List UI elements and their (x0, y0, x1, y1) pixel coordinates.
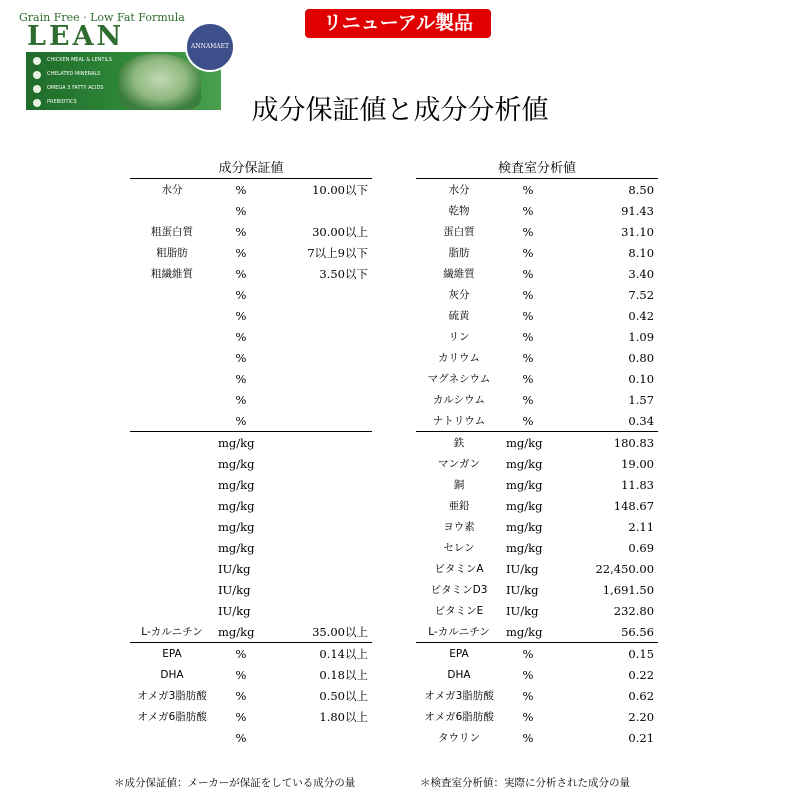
table-row (130, 263, 372, 284)
nutrient-value: 0.50以上 (319, 688, 368, 703)
nutrient-name (130, 410, 214, 432)
nutrient-unit: mg/kg (218, 477, 255, 492)
nutrient-name: EPA (130, 643, 214, 665)
nutrient-name: ビタミンE (434, 605, 484, 617)
nutrient-unit: % (522, 182, 534, 197)
nutrient-unit: % (235, 308, 247, 323)
nutrient-unit: % (522, 413, 534, 428)
nutrient-name (130, 558, 214, 579)
nutrient-value (268, 410, 372, 432)
nutrient-name (130, 326, 214, 347)
table-row (416, 558, 658, 579)
nutrient-unit: IU/kg (218, 582, 251, 597)
nutrient-unit: % (522, 371, 534, 386)
nutrient-name: 脂肪 (448, 247, 470, 259)
nutrient-name (130, 389, 214, 410)
table-row (416, 389, 658, 410)
table-row (130, 579, 372, 600)
nutrient-name: 粗脂肪 (156, 247, 188, 259)
nutrient-value: 2.11 (628, 519, 655, 534)
nutrient-name (130, 432, 214, 454)
nutrient-name (130, 579, 214, 600)
nutrient-unit: % (235, 182, 247, 197)
table-row (130, 537, 372, 558)
nutrient-unit: % (235, 688, 247, 703)
table-row (416, 685, 658, 706)
mineral-icon (33, 71, 41, 79)
nutrient-unit: % (235, 371, 247, 386)
nutrient-value (268, 495, 372, 516)
table-row (130, 516, 372, 537)
nutrient-name (130, 284, 214, 305)
nutrient-unit: % (522, 329, 534, 344)
nutrient-unit: IU/kg (218, 561, 251, 576)
table-row (130, 474, 372, 495)
table-row (416, 305, 658, 326)
nutrient-unit: mg/kg (218, 456, 255, 471)
table-row (130, 305, 372, 326)
nutrient-name: L-カルニチン (428, 626, 490, 638)
nutrient-unit: % (214, 643, 268, 665)
table-row (130, 621, 372, 643)
guaranteed-values-table (130, 154, 372, 748)
nutrient-value: 0.62 (628, 688, 655, 703)
table-row (130, 600, 372, 621)
nutrient-name: マグネシウム (427, 373, 491, 385)
nutrient-unit: % (522, 203, 534, 218)
feature-label: PREBIOTICS (47, 99, 77, 105)
nutrient-unit: mg/kg (506, 498, 543, 513)
nutrient-unit: % (235, 667, 247, 682)
nutrient-value (268, 516, 372, 537)
nutrient-value: 10.00以下 (312, 182, 368, 197)
nutrient-name: オメガ6脂肪酸 (424, 711, 494, 723)
nutrient-value: 30.00以上 (312, 224, 368, 239)
table-row (130, 326, 372, 347)
table-row (130, 368, 372, 389)
nutrient-unit: % (235, 350, 247, 365)
nutrient-name: セレン (443, 542, 475, 554)
feature-label: CHICKEN MEAL & LENTILS (47, 57, 112, 63)
nutrient-unit: mg/kg (506, 477, 543, 492)
nutrient-unit: mg/kg (506, 519, 543, 534)
nutrient-unit: IU/kg (506, 561, 539, 576)
table-row (130, 389, 372, 410)
nutrient-value (268, 453, 372, 474)
nutrient-unit: % (502, 643, 554, 665)
feature-label: CHELATED MINERALS (47, 71, 101, 77)
table-row (416, 727, 658, 748)
table-row (416, 242, 658, 263)
table-row (416, 263, 658, 284)
nutrient-value (268, 305, 372, 326)
nutrient-unit: % (235, 392, 247, 407)
nutrient-value: 0.14以上 (268, 643, 372, 665)
nutrient-name: マンガン (438, 458, 480, 470)
nutrient-name: 灰分 (448, 289, 470, 301)
nutrient-unit: mg/kg (218, 540, 255, 555)
nutrient-name (130, 453, 214, 474)
nutrient-name: 亜鉛 (448, 500, 470, 512)
nutrient-value: 7以上9以下 (307, 245, 368, 260)
nutrient-name: ビタミンA (434, 563, 484, 575)
table-row (416, 432, 658, 454)
nutrient-name (130, 600, 214, 621)
nutrient-unit: mg/kg (502, 432, 554, 454)
nutrient-value (268, 579, 372, 600)
table-row (416, 579, 658, 600)
nutrient-value: 0.10 (628, 371, 655, 386)
nutrient-name: カルシウム (432, 394, 486, 406)
table-row (416, 664, 658, 685)
nutrient-name (130, 516, 214, 537)
nutrient-value: 0.15 (554, 643, 658, 665)
table-row (416, 706, 658, 727)
nutrient-unit: % (235, 413, 247, 428)
nutrient-value (268, 326, 372, 347)
table-row (130, 453, 372, 474)
table-row (416, 284, 658, 305)
guaranteed-footnote: ＊成分保証値：メーカーが保証をしている成分の量 (114, 777, 356, 789)
nutrient-value: 22,450.00 (595, 561, 655, 576)
nutrient-name: L-カルニチン (141, 626, 203, 638)
table-row (416, 453, 658, 474)
nutrient-name: 繊維質 (443, 268, 475, 280)
analysis-values-table (416, 154, 658, 748)
nutrient-name: 硫黄 (448, 310, 470, 322)
table-row (130, 685, 372, 706)
nutrient-unit: % (522, 730, 534, 745)
nutrient-unit: % (235, 224, 247, 239)
nutrient-unit: mg/kg (218, 624, 255, 639)
nutrient-name: 水分 (448, 184, 470, 196)
nutrient-unit: % (522, 688, 534, 703)
nutrient-name: ナトリウム (432, 415, 486, 427)
nutrient-name: オメガ3脂肪酸 (424, 690, 494, 702)
nutrient-name: 粗蛋白質 (151, 226, 193, 238)
feature-label: OMEGA 3 FATTY ACIDS (47, 85, 104, 91)
nutrient-name (130, 727, 214, 748)
nutrient-value: 8.50 (628, 182, 655, 197)
nutrient-value: 2.20 (628, 709, 655, 724)
nutrient-name: 鉄 (416, 432, 502, 454)
nutrient-name (130, 474, 214, 495)
table-row (130, 432, 372, 454)
nutrient-unit: % (522, 667, 534, 682)
nutrient-name: ビタミンD3 (430, 584, 488, 596)
nutrient-name: 蛋白質 (443, 226, 475, 238)
nutrient-value: 148.67 (613, 498, 655, 513)
table-row (416, 537, 658, 558)
nutrient-value (268, 389, 372, 410)
table-row (416, 179, 658, 201)
nutrient-unit: mg/kg (218, 519, 255, 534)
nutrient-value: 1.57 (628, 392, 655, 407)
nutrient-unit: % (235, 287, 247, 302)
nutrient-name: EPA (416, 643, 502, 665)
nutrient-value: 232.80 (613, 603, 655, 618)
nutrient-unit: % (235, 245, 247, 260)
nutrient-value: 8.10 (628, 245, 655, 260)
nutrient-name: 乾物 (448, 205, 470, 217)
nutrient-name: DHA (447, 668, 471, 681)
nutrient-name: タウリン (438, 732, 480, 744)
table-row (416, 221, 658, 242)
nutrient-value (268, 474, 372, 495)
analysis-header: 検査室分析値 (416, 154, 658, 179)
renewal-badge: リニューアル製品 (305, 9, 491, 38)
nutrient-value: 1,691.50 (602, 582, 655, 597)
table-row (130, 558, 372, 579)
nutrient-value: 31.10 (621, 224, 655, 239)
nutrient-value: 1.80以上 (319, 709, 368, 724)
nutrient-value: 0.80 (628, 350, 655, 365)
table-row (416, 347, 658, 368)
nutrient-value (268, 432, 372, 454)
nutrient-value (268, 727, 372, 748)
nutrient-value: 180.83 (554, 432, 658, 454)
table-row (130, 347, 372, 368)
nutrient-unit: % (235, 730, 247, 745)
nutrient-unit: mg/kg (218, 498, 255, 513)
nutrient-name: オメガ6脂肪酸 (137, 711, 207, 723)
table-row (130, 200, 372, 221)
nutrient-value: 0.22 (628, 667, 655, 682)
table-row (130, 706, 372, 727)
nutrient-name: 銅 (453, 479, 465, 491)
table-row (416, 368, 658, 389)
nutrient-value: 19.00 (621, 456, 655, 471)
nutrient-value (268, 558, 372, 579)
nutrient-unit: % (235, 266, 247, 281)
chicken-icon (33, 57, 41, 65)
table-row (130, 410, 372, 432)
table-row (416, 326, 658, 347)
brand-seal: ANNAMAET (185, 22, 235, 72)
nutrient-name: リン (448, 331, 470, 343)
table-row (130, 284, 372, 305)
guaranteed-header: 成分保証値 (130, 154, 372, 179)
nutrient-value (268, 284, 372, 305)
nutrient-value: 7.52 (628, 287, 655, 302)
nutrient-value: 35.00以上 (312, 624, 368, 639)
table-row (416, 495, 658, 516)
table-row (416, 200, 658, 221)
nutrient-name: 粗繊維質 (151, 268, 193, 280)
table-row (130, 643, 372, 665)
nutrient-name (130, 347, 214, 368)
nutrient-name: 水分 (161, 184, 183, 196)
nutrient-unit: % (522, 287, 534, 302)
page-title: 成分保証値と成分分析値 (251, 95, 549, 126)
nutrient-value (268, 347, 372, 368)
nutrient-value: 91.43 (621, 203, 655, 218)
table-row (130, 664, 372, 685)
nutrient-unit: mg/kg (506, 456, 543, 471)
nutrient-unit: % (235, 709, 247, 724)
nutrient-value: 3.50以下 (319, 266, 368, 281)
nutrient-name (130, 200, 214, 221)
nutrient-unit: mg/kg (214, 432, 268, 454)
nutrient-name: ヨウ素 (443, 521, 475, 533)
nutrient-unit: % (522, 224, 534, 239)
nutrient-unit: % (522, 709, 534, 724)
product-name: LEAN (27, 21, 125, 52)
analysis-footnote: ＊検査室分析値：実際に分析された成分の量 (420, 777, 630, 789)
nutrient-unit: % (522, 350, 534, 365)
nutrient-value: 3.40 (628, 266, 655, 281)
nutrient-value: 0.69 (628, 540, 655, 555)
nutrient-unit: IU/kg (506, 582, 539, 597)
nutrient-name (130, 305, 214, 326)
nutrient-unit: mg/kg (506, 540, 543, 555)
product-subtitle: Grain Free · Low Fat Formula (19, 11, 185, 24)
nutrient-unit: % (522, 392, 534, 407)
table-row (130, 727, 372, 748)
nutrient-value (268, 600, 372, 621)
nutrient-value: 1.09 (628, 329, 655, 344)
nutrient-unit: % (235, 329, 247, 344)
table-row (130, 495, 372, 516)
nutrient-name: カリウム (438, 352, 480, 364)
nutrient-name: DHA (160, 668, 184, 681)
nutrient-unit: mg/kg (506, 624, 543, 639)
nutrient-value: 0.21 (628, 730, 655, 745)
nutrient-unit: IU/kg (506, 603, 539, 618)
table-row (130, 179, 372, 201)
nutrient-unit: % (522, 266, 534, 281)
nutrient-name (130, 368, 214, 389)
nutrient-value (268, 200, 372, 221)
nutrient-value: 0.18以上 (319, 667, 368, 682)
nutrient-name (130, 495, 214, 516)
table-row (416, 600, 658, 621)
nutrient-value: 0.34 (628, 413, 655, 428)
nutrient-unit: IU/kg (218, 603, 251, 618)
nutrient-unit: % (522, 308, 534, 323)
nutrient-value: 0.42 (628, 308, 655, 323)
nutrient-value (268, 368, 372, 389)
nutrient-unit: % (522, 245, 534, 260)
table-row (130, 242, 372, 263)
nutrient-unit: % (235, 203, 247, 218)
nutrient-value (268, 537, 372, 558)
table-row (416, 621, 658, 643)
nutrient-name (130, 537, 214, 558)
table-row (416, 474, 658, 495)
nutrient-name: オメガ3脂肪酸 (137, 690, 207, 702)
table-row (130, 221, 372, 242)
table-row (416, 516, 658, 537)
nutrient-value: 56.56 (621, 624, 655, 639)
table-row (416, 643, 658, 665)
table-row (416, 410, 658, 432)
nutrient-value: 11.83 (621, 477, 655, 492)
